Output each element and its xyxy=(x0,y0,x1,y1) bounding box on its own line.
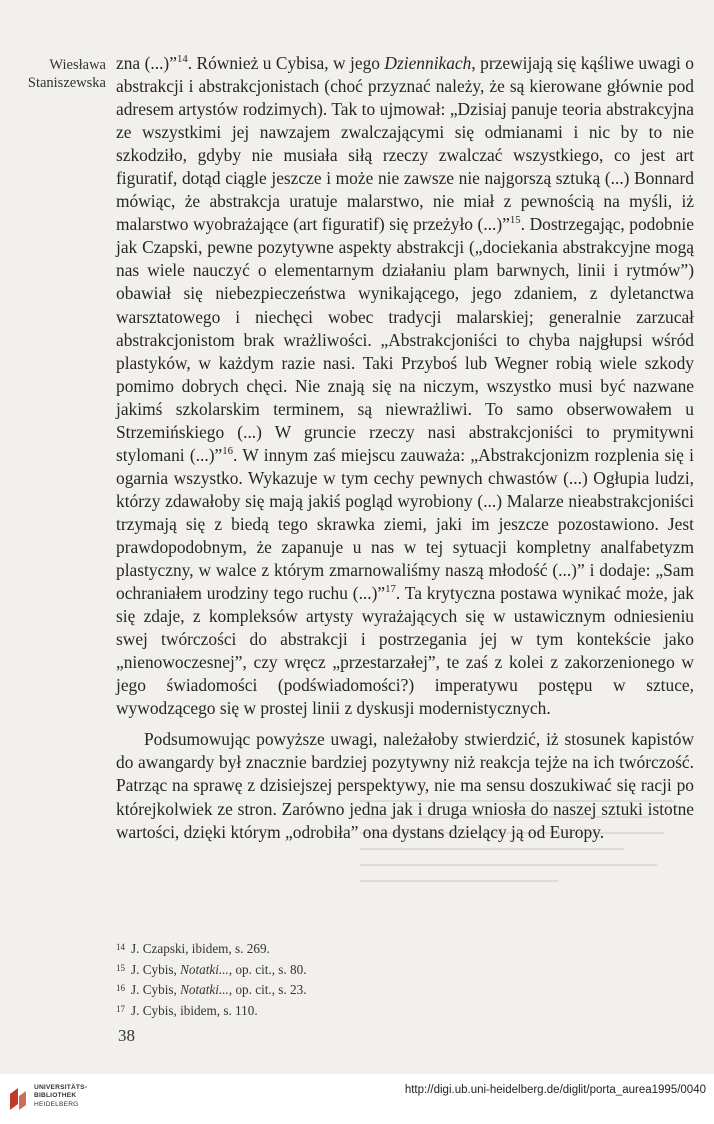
footnote-14: $^{14}$ J. Czapski, ibidem, s. 269. xyxy=(116,941,270,956)
author-last-name: Staniszewska xyxy=(27,75,106,91)
library-logo-text: UNIVERSITÄTS- BIBLIOTHEK HEIDELBERG xyxy=(34,1084,88,1108)
italic-title: Dziennikach xyxy=(384,53,472,73)
footnote-16: $^{16}$ J. Cybis, Notatki..., op. cit., s. 23. xyxy=(116,982,307,998)
footnote-15: $^{15}$ J. Cybis, Notatki..., op. cit., s. 80. xyxy=(116,961,307,977)
footnote-ref-16[interactable]: 16 xyxy=(222,445,234,457)
author-marginal-name xyxy=(2,56,106,92)
paragraph-1: zna (...)”$^{14}$. Również u Cybisa, w jego Dziennikach, przewijają się kąśliwe uwagi o abstrakcji i abstrakcjonistach (choć przyznać należy, że są kierowane głównie pod adresem artystów rodzimych). Tak to ujmował: „Dzisiaj panuje teoria abstrakcyjna ze wszystkimi jej nawzajem zwalczającymi się odmianami i nic by to nie szkodziło, gdyby nie musiała siłą rzeczy zwalczać wszystkiego, co jest art figuratif, dotąd ciągle jeszcze i może nie zawsze nie najgorszą sztuką (...) Bonnard mówiąc, że abstrakcja uratuje malarstwo, nie miał z pewnością na myśli, iż malarstwo wyobrażające (art figuratif) się przeżyło (...)”$^{15}$. Dostrzegając, podobnie jak Czapski, pewne pozytywne aspekty abstrakcji („dociekania abstrakcyjne mogą nas wiele nauczyć o elementarnym działaniu plam barwnych, linii i rytmów”) obawiał się niebezpieczeństwa wynikającego, jego zdaniem, z dyletanctwa warsztatowego i niechęci wobec tradycji malarskiej; generalnie zarzucał abstrakcjonistom brak wrażliwości. „Abstrakcjoniści to chyba najgłupsi wśród plastyków, w każdym razie nasi. Taki Przyboś lub Wegner robią wiele szkody pomimo dobrych chęci. Nie znają się na niczym, wszystko musi być nazwane jakimś szkolarskim terminem, są niewrażliwi. To samo obserwowałem u Strzemińskiego (...) W gruncie rzeczy nasi abstrakcjoniści to prymitywni stylomani (...)”$^{16}$. W innym zaś miejscu zauważa: „Abstrakcjonizm rozplenia się i ogarnia wszystko. Wykazuje w tym cechy pewnych chwastów (...) Ogłupia ludzi, którzy zdawałoby się mają jakiś pogląd wyrobiony (...) Malarze nieabstrakcjoniści trzymają się z biedą tego skrawka ziemi, jaki im jeszcze pozostawiono. Jest prawdopodobnym, że zapanuje u nas w tej sytuacji kompletny analfabetyzm plastyczny, w walce z którym zmarnowaliśmy naszą młodość (...)” i dodaje: „Sam ochraniałem urodziny tego ruchu (...)”$^{17}$. Ta krytyczna postawa wynikać może, jak się zdaje, z kompleksów artysty wyrażających się w ustawicznym odniesieniu swej twórczości do abstrakcji i postrzegania jej w tym kontekście jako „nienowoczesnej”, czy wręcz „przestarzałej”, te zaś z kolei z zakorzenionego w jego świadomości (podświadomości?) imperatywu postępu w sztuce, wywodzącego się w prostej linii z dyskusji modernistycznych. xyxy=(116,53,695,719)
digitization-footer xyxy=(0,1074,714,1124)
footnotes xyxy=(116,938,636,1020)
library-logo[interactable] xyxy=(8,1084,98,1114)
paragraph-2: Podsumowując powyższe uwagi, należałoby stwierdzić, iż stosunek kapistów do awangardy był znacznie bardziej pozytywny niż reakcja tejże na ich twórczość. Patrząc na sprawę z dzisiejszej perspektywy, nie ma sensu doszukiwać się racji po którejkolwiek ze stron. Zarówno jedna jak i druga wniosła do naszej sztuki istotne wartości, dzięki którym „odrobiła” ona dystans dzielący ją od Europy. xyxy=(116,729,694,842)
footnote-ref-17[interactable]: 17 xyxy=(385,583,396,596)
author-first-name: Wiesława xyxy=(49,57,106,73)
source-url-link[interactable]: http://digi.ub.uni-heidelberg.de/diglit/porta_aurea1995/0040 xyxy=(404,1084,706,1096)
footnote-ref-14[interactable]: 14 xyxy=(176,53,188,66)
footnote-17: $^{17}$ J. Cybis, ibidem, s. 110. xyxy=(116,1002,258,1018)
library-logo-icon xyxy=(8,1086,28,1112)
page-number: 38 xyxy=(118,1026,135,1045)
main-text xyxy=(116,52,694,844)
footnote-ref-15[interactable]: 15 xyxy=(509,214,521,227)
